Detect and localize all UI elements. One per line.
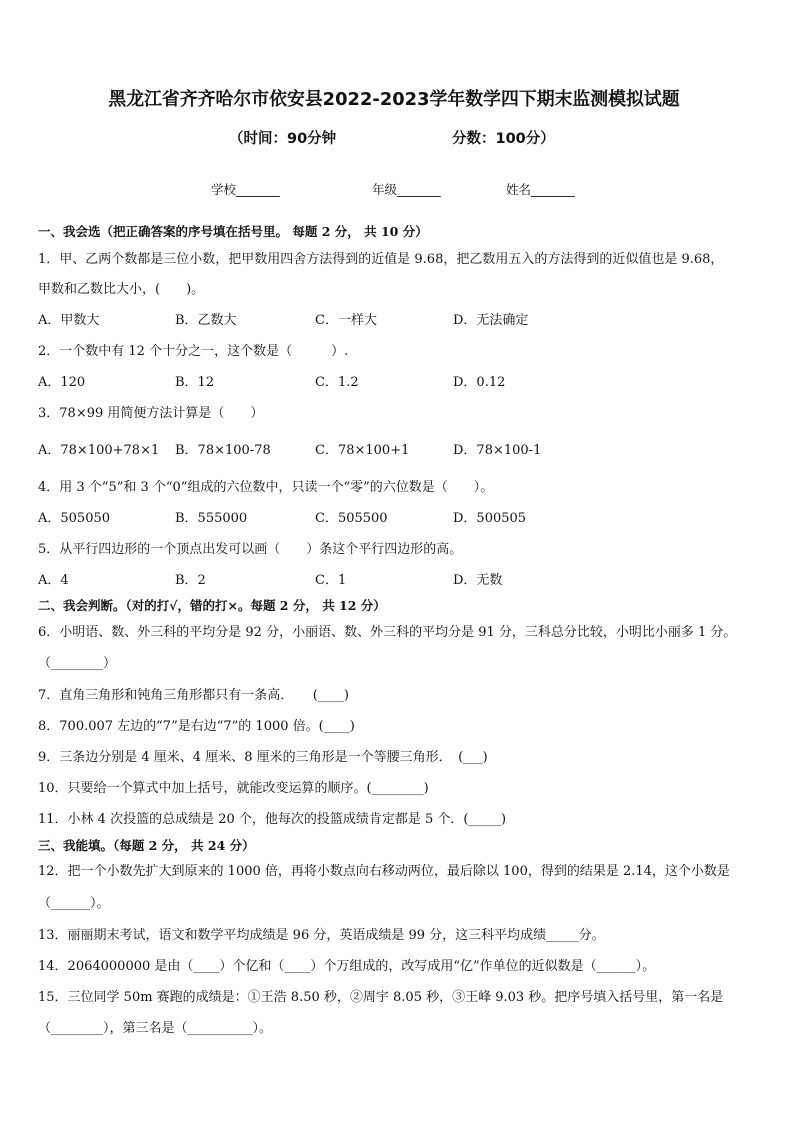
question-6-answer-blank[interactable]: （________） xyxy=(38,656,117,671)
page-title: 黑龙江省齐齐哈尔市依安县2022-2023学年数学四下期末监测模拟试题 xyxy=(108,89,680,110)
question-5: 5．从平行四边形的一个顶点出发可以画（ ）条这个平行四边形的高。 xyxy=(38,542,463,557)
question-15-line-1: 15．三位同学 50m 赛跑的成绩是：①王浩 8.50 秒，②周宇 8.05 秒，③王峰 9.03 秒。把序号填入括号里，第一名是 xyxy=(38,990,724,1005)
q1-option-b[interactable]: B．乙数大 xyxy=(175,313,237,328)
section-instructions: （对的打√，错的打×。每题 2 分， 共 12 分） xyxy=(125,598,386,613)
q5-option-a[interactable]: A．4 xyxy=(38,573,69,588)
section-heading-judge xyxy=(38,598,386,614)
question-10: 10．只要给一个算式中加上括号，就能改变运算的顺序。(________) xyxy=(38,781,429,796)
question-8: 8．700.007 左边的“7”是右边“7”的 1000 倍。(____) xyxy=(38,719,355,734)
section-heading-fill xyxy=(38,838,255,854)
section-instructions: （把正确答案的序号填在括号里。 每题 2 分， 共 10 分） xyxy=(100,224,428,239)
question-15-line-2[interactable]: （________），第三名是（__________）。 xyxy=(38,1021,273,1036)
question-3: 3．78×99 用简便方法计算是（ ） xyxy=(38,406,264,421)
question-1-line-2: 甲数和乙数比大小，( )。 xyxy=(38,282,205,297)
section-title: 三、我能填。 xyxy=(38,838,114,853)
question-2: 2．一个数中有 12 个十分之一，这个数是（ ）. xyxy=(38,344,349,359)
q5-option-d[interactable]: D．无数 xyxy=(453,573,503,588)
q5-option-b[interactable]: B．2 xyxy=(175,573,206,588)
q4-option-b[interactable]: B．555000 xyxy=(175,511,248,526)
question-6-line-1: 6．小明语、数、外三科的平均分是 92 分，小丽语、数、外三科的平均分是 91 分，三科总分比较，小明比小丽多 1 分。 xyxy=(38,625,737,640)
section-instructions: （每题 2 分， 共 24 分） xyxy=(113,838,255,853)
question-11: 11．小林 4 次投篮的总成绩是 20 个，他每次的投篮成绩肯定都是 5 个．(_____) xyxy=(38,812,507,827)
q3-option-c[interactable]: C．78×100+1 xyxy=(315,443,410,458)
q1-option-c[interactable]: C．一样大 xyxy=(315,313,377,328)
question-12-answer-blank[interactable]: （______）。 xyxy=(38,896,110,911)
q2-option-c[interactable]: C．1.2 xyxy=(315,375,359,390)
q3-option-b[interactable]: B．78×100-78 xyxy=(175,443,271,458)
q3-option-d[interactable]: D．78×100-1 xyxy=(453,443,542,458)
q2-option-d[interactable]: D．0.12 xyxy=(453,375,506,390)
exam-time: （时间：90分钟 xyxy=(229,131,337,147)
q1-option-a[interactable]: A．甲数大 xyxy=(38,313,100,328)
question-14: 14．2064000000 是由（____）个亿和（____）个万组成的，改写成用“亿”作单位的近似数是（______）。 xyxy=(38,959,656,974)
question-9: 9．三条边分别是 4 厘米、4 厘米、8 厘米的三角形是一个等腰三角形． (___) xyxy=(38,750,488,765)
question-12-line-1: 12．把一个小数先扩大到原来的 1000 倍，再将小数点向右移动两位，最后除以 100，得到的结果是 2.14，这个小数是 xyxy=(38,864,730,879)
question-4: 4．用 3 个“5”和 3 个“0”组成的六位数中，只读一个“零”的六位数是（ ）。 xyxy=(38,480,494,495)
grade-field[interactable]: 年级_______ xyxy=(372,182,441,197)
q5-option-c[interactable]: C．1 xyxy=(315,573,347,588)
exam-score: 分数：100分） xyxy=(452,131,555,147)
q2-option-a[interactable]: A．120 xyxy=(38,375,86,390)
q1-option-d[interactable]: D．无法确定 xyxy=(453,313,529,328)
question-13: 13．丽丽期末考试，语文和数学平均成绩是 96 分，英语成绩是 99 分，这三科平均成绩_____分。 xyxy=(38,928,605,943)
q4-option-a[interactable]: A．505050 xyxy=(38,511,111,526)
question-1-line-1: 1．甲、乙两个数都是三位小数，把甲数用四舍方法得到的近值是 9.68，把乙数用五入的方法得到的近似值也是 9.68， xyxy=(38,252,724,267)
q3-option-a[interactable]: A．78×100+78×1 xyxy=(38,443,160,458)
q2-option-b[interactable]: B．12 xyxy=(175,375,215,390)
question-7: 7．直角三角形和钝角三角形都只有一条高． (____) xyxy=(38,688,349,703)
section-title: 二、我会判断。 xyxy=(38,598,126,613)
school-field[interactable]: 学校_______ xyxy=(211,182,280,197)
q4-option-d[interactable]: D．500505 xyxy=(453,511,527,526)
q4-option-c[interactable]: C．505500 xyxy=(315,511,388,526)
section-heading-choice xyxy=(38,224,428,240)
section-title: 一、我会选 xyxy=(38,224,101,239)
name-field[interactable]: 姓名_______ xyxy=(506,182,575,197)
